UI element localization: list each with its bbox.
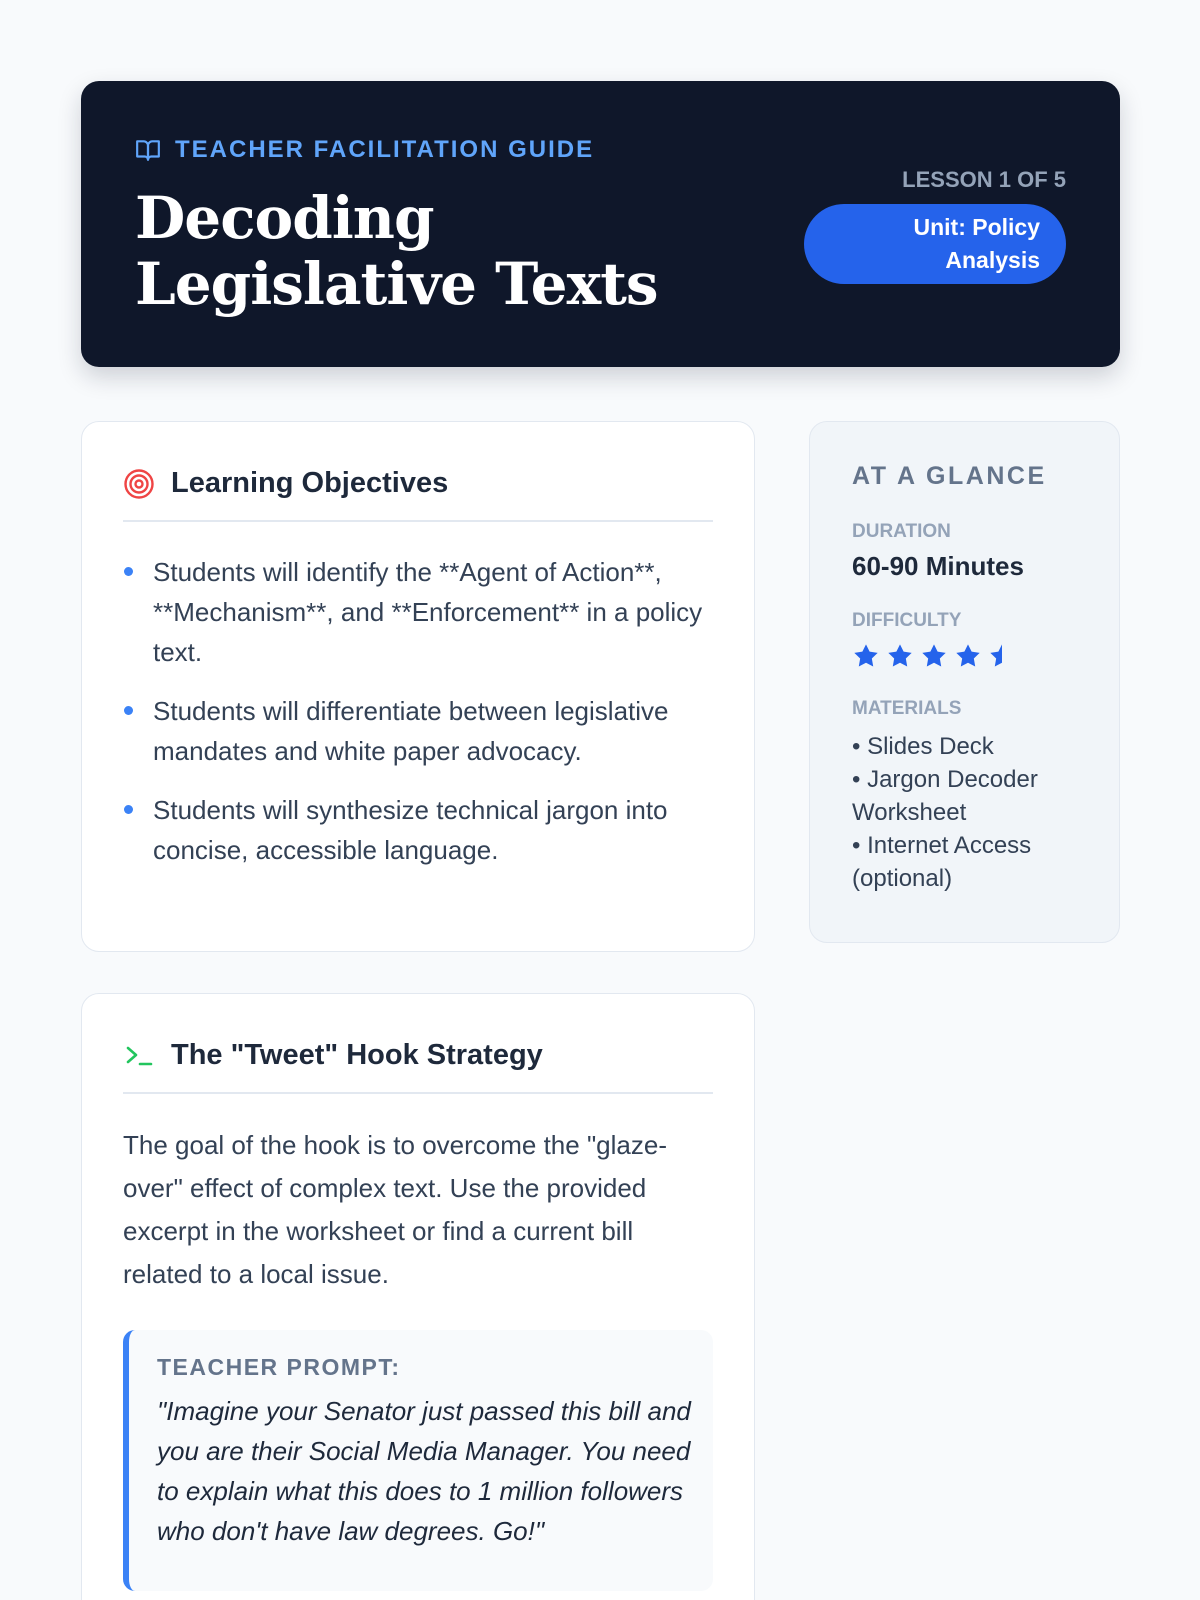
star-icon [886,642,914,670]
material-item: • Jargon Decoder Worksheet [852,763,1089,829]
hook-description: The goal of the hook is to overcome the "glaze-over" effect of complex text. Use the provided excerpt in the worksheet or find a current bill related to a local issue. [123,1130,667,1289]
duration-label: DURATION [852,521,951,542]
material-item: • Internet Access (optional) [852,829,1089,895]
teacher-prompt-callout [123,1330,713,1591]
objectives-list [123,552,713,870]
hook-title: The "Tweet" Hook Strategy [171,1039,543,1071]
book-open-icon [135,137,161,163]
material-item: • Slides Deck [852,730,1089,763]
glance-title: AT A GLANCE [852,462,1047,490]
lesson-number: LESSON 1 OF 5 [902,167,1066,192]
hook-strategy-card [81,993,755,1600]
eyebrow-text: TEACHER FACILITATION GUIDE [175,136,595,163]
objectives-title: Learning Objectives [171,467,449,499]
unit-badge: Unit: Policy Analysis [804,204,1066,284]
star-icon [920,642,948,670]
learning-objectives-card [81,421,755,952]
guide-eyebrow [135,136,594,164]
prompt-label: TEACHER PROMPT: [157,1354,401,1380]
at-a-glance-panel [809,421,1120,943]
star-half-icon [988,642,1016,670]
objective-item: Students will identify the **Agent of Action**, **Mechanism**, and **Enforcement** in a policy text. [123,552,713,672]
prompt-text: "Imagine your Senator just passed this bill and you are their Social Media Manager. You need to explain what this does to 1 million followers who don't have law degrees. Go!" [157,1396,691,1546]
difficulty-label: DIFFICULTY [852,610,962,631]
objective-item: Students will differentiate between legislative mandates and white paper advocacy. [123,691,713,771]
star-icon [954,642,982,670]
page-title: Decoding Legislative Texts [135,184,658,318]
lesson-header [81,81,1120,367]
materials-label: MATERIALS [852,698,962,719]
hook-header [123,1039,713,1094]
star-icon [852,642,880,670]
terminal-icon [123,1040,155,1072]
target-icon [123,468,155,500]
difficulty-rating [852,642,1089,670]
objective-item: Students will synthesize technical jargon into concise, accessible language. [123,790,713,870]
duration-value: 60-90 Minutes [852,551,1024,581]
objectives-header [123,467,713,522]
materials-list [852,730,1089,895]
